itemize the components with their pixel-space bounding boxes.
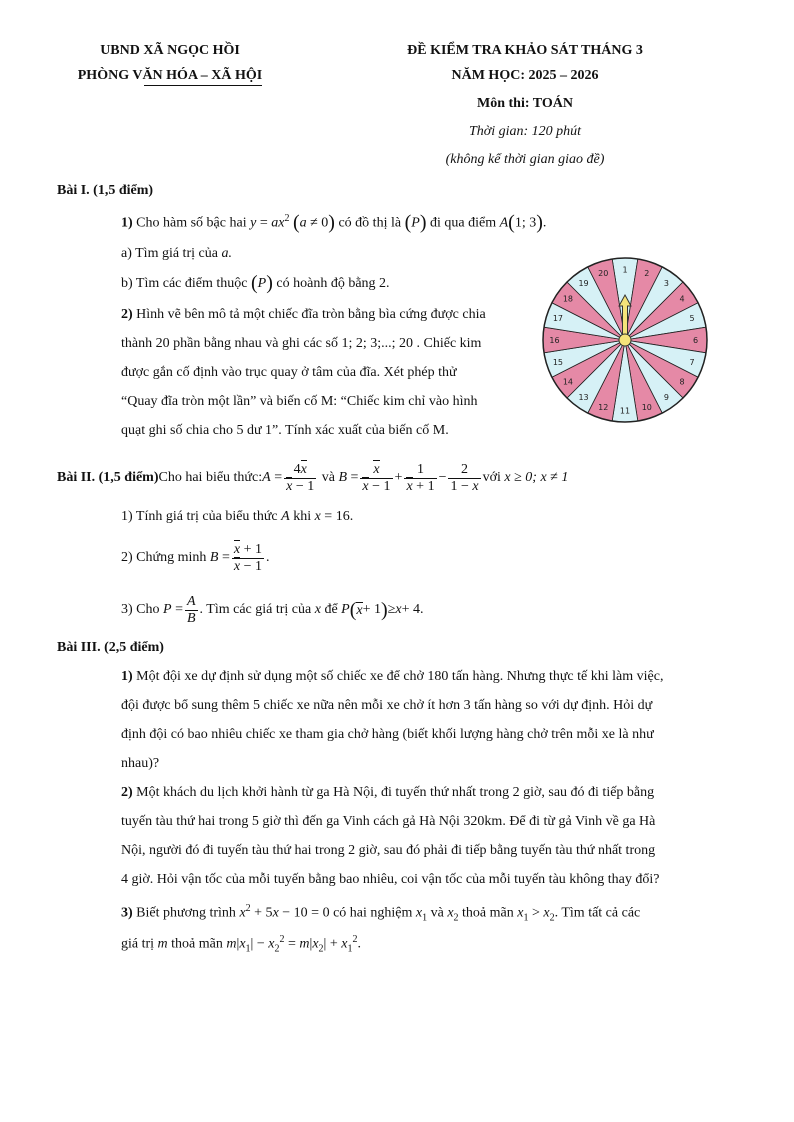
wheel-number-label: 8 xyxy=(679,377,685,387)
bai2-q2: 2) Chứng minh B = $\frac{x + 1}{x - 1}$ . xyxy=(121,541,270,574)
fraction-B3: $\frac{2}{1 - x}$ xyxy=(450,461,479,494)
exam-time-note: (không kể thời gian giao đề) xyxy=(445,152,605,167)
bai1-part2-line4: “Quay đĩa tròn một lần” và biến cố M: “Chiếc kim chỉ vào hình xyxy=(121,394,478,409)
text: . xyxy=(542,215,547,231)
bai3-p2-l1 xyxy=(121,786,654,800)
text: với xyxy=(482,470,501,485)
math-point: A xyxy=(499,215,509,231)
section-3-title: Bài III. (2,5 điểm) xyxy=(57,640,164,655)
bai3-p3-l1: 3) Biết phương trình $x^2 + 5x - 10 = 0$ có hai nghiệm $x_1$ và $x_2$ thoả mãn $x_1 > x_2$. Tìm tất cả các xyxy=(121,903,641,924)
text: và xyxy=(321,470,335,485)
wheel-number-label: 11 xyxy=(619,406,631,416)
fraction-B2: $\frac{1}{x + 1}$ xyxy=(406,461,435,494)
wheel-number-label: 18 xyxy=(562,294,574,304)
bai3-p3-l2: giá trị m thoả mãn $m|x_1| - x_2^2 = m|x_2| + x_1^2$. xyxy=(121,934,361,955)
wheel-number-label: 10 xyxy=(641,403,652,413)
part-number: 3) xyxy=(121,905,133,921)
text: Một đội xe dự định sử dụng một số chiếc xe để chở 180 tấn hàng. Nhưng thực tế khi làm việc, xyxy=(132,669,664,684)
wheel-number-label: 17 xyxy=(552,314,564,324)
text: Cho hàm số bậc hai xyxy=(132,215,251,231)
department-name: PHÒNG VĂN HÓA – XÃ HỘI xyxy=(77,68,263,83)
bai3-p2-l3: Nội, người đó đi tuyến tàu thứ hai trong 2 giờ, sau đó phải đi tiếp bằng tuyến tàu thứ nhất trong xyxy=(121,843,656,858)
text: 1) Tính giá trị của biểu thức xyxy=(121,509,282,524)
wheel-number-label: 16 xyxy=(549,336,560,345)
exam-time: Thời gian: 120 phút xyxy=(468,124,582,139)
part-number: 2) xyxy=(121,307,133,322)
wheel-number-label: 20 xyxy=(598,268,609,278)
wheel-number-label: 13 xyxy=(578,393,589,403)
wheel-number-label: 5 xyxy=(689,314,695,324)
bai1-part2-line3: được gắn cố định vào trục quay ở tâm của đĩa. Xét phép thử xyxy=(121,365,457,380)
bai3-p2-l2: tuyến tàu thứ hai trong 5 giờ thì đến ga Vinh cách gả Hà Nội 320km. Để đi từ gả Vinh về ga Hà xyxy=(121,814,656,829)
wheel-number-label: 15 xyxy=(552,357,564,367)
part-number: 1) xyxy=(121,215,133,231)
wheel-number-label: 12 xyxy=(598,403,609,413)
section-2-title: Bài II. (1,5 điểm) xyxy=(57,470,159,485)
math-sequence: 1; 2; 3;...; 20 xyxy=(341,336,414,351)
text: có đồ thị là xyxy=(334,215,405,231)
text: giá trị xyxy=(121,936,158,952)
bai1-question-a xyxy=(121,247,232,261)
bai2-q3: 3) Cho P = $\frac{A}{B}$ . Tìm các giá trị của x để P ( x + 1 ) ≥ x + 4. xyxy=(121,593,424,626)
text: thành 20 phần bằng nhau và ghi các số xyxy=(121,336,342,351)
header-underline xyxy=(144,85,262,86)
bai1-part1: 1) Cho hàm số bậc hai $y = ax^2$ (a ≠ 0) có đồ thị là (P) đi qua điểm A(1; 3). xyxy=(121,211,547,234)
text: đi qua điểm xyxy=(426,215,500,231)
math-condition: x ≥ 0; x ≠ 1 xyxy=(504,470,569,485)
bai3-p1-l4: nhau)? xyxy=(121,756,160,771)
math-function: y xyxy=(250,215,257,231)
wheel-hub xyxy=(619,334,631,346)
text: và xyxy=(427,905,448,921)
section-1-title: Bài I. (1,5 điểm) xyxy=(57,183,154,198)
wheel-number-label: 3 xyxy=(663,278,669,288)
bai1-question-b: b) Tìm các điểm thuộc (P) có hoành độ bằng 2. xyxy=(121,272,390,294)
text: thoả mãn xyxy=(458,905,518,921)
wheel-number-label: 14 xyxy=(562,377,574,387)
bai1-part2-line5: quạt ghi số chia cho 5 dư 1”. Tính xác xuất của biến cố M. xyxy=(121,423,449,438)
fraction-B1: $\frac{x}{x - 1}$ xyxy=(362,461,391,494)
exam-subject: Môn thi: TOÁN xyxy=(477,96,573,111)
wheel-number-label: 9 xyxy=(663,393,669,403)
header-left-line1: UBND XÃ NGỌC HỒI xyxy=(100,43,240,58)
fraction-A: $\frac{4x}{x - 1}$ xyxy=(286,461,315,494)
wheel-number-label: 1 xyxy=(622,265,628,275)
text: . Tìm tất cả các xyxy=(554,905,641,921)
header-right-line1: ĐỀ KIỂM TRA KHẢO SÁT THÁNG 3 xyxy=(407,43,643,58)
wheel-number-label: 6 xyxy=(692,336,699,345)
bai2-q1: 1) Tính giá trị của biểu thức A khi x = 16. xyxy=(121,509,354,524)
text: 2) Chứng minh xyxy=(121,550,207,565)
part-number: 2) xyxy=(121,785,133,800)
fraction-P: $\frac{A}{B}$ xyxy=(186,593,196,626)
text: để xyxy=(324,602,338,617)
text: thoả mãn xyxy=(167,936,227,952)
text: b) Tìm các điểm thuộc xyxy=(121,276,251,291)
text: có hoành độ bằng 2. xyxy=(272,276,390,291)
text: có hai nghiệm xyxy=(329,905,416,921)
wheel-number-label: 19 xyxy=(578,278,589,288)
text: Một khách du lịch khởi hành từ ga Hà Nội, đi tuyến thứ nhất trong 2 giờ, sau đó đi tiếp bằng xyxy=(132,785,655,800)
text: a) Tìm giá trị của xyxy=(121,246,222,261)
wheel-number-label: 7 xyxy=(689,357,695,367)
wheel-number-label: 2 xyxy=(644,268,650,278)
text: khi xyxy=(289,509,315,524)
bai1-part2-line2 xyxy=(121,337,481,351)
header-left-line2 xyxy=(70,68,270,84)
text: 3) Cho xyxy=(121,602,160,617)
text: . xyxy=(349,509,354,524)
text: Cho hai biểu thức: xyxy=(158,470,263,485)
spinner-wheel xyxy=(540,255,710,425)
part-number: 1) xyxy=(121,669,133,684)
bai3-p1-l3: định đội có bao nhiêu chiếc xe tham gia chở hàng (biết khối lượng hàng chở trên mỗi xe là như xyxy=(121,727,654,742)
fraction-B-result: $\frac{x + 1}{x - 1}$ xyxy=(233,541,262,574)
bai1-part2-line1 xyxy=(121,308,486,322)
header-right-line2: NĂM HỌC: 2025 – 2026 xyxy=(451,68,599,83)
wheel-number-label: 4 xyxy=(679,294,685,304)
text: Biết phương trình xyxy=(132,905,240,921)
text: Hình vẽ bên mô tả một chiếc đĩa tròn bằng bìa cứng được chia xyxy=(132,307,486,322)
text: . Tìm các giá trị của xyxy=(199,602,312,617)
bai3-p1-l1 xyxy=(121,670,663,684)
bai2-intro: Bài II. (1,5 điểm) Cho hai biểu thức: A = $\frac{4x}{x - 1}$ và B = $\frac{x}{x - 1}$ + $\frac{1}{x + 1}$ − $\frac{2}{1 - x}$ với x ≥ 0; x ≠ 1 xyxy=(57,461,569,494)
text: . Chiếc kim xyxy=(413,336,482,351)
math-var: a. xyxy=(221,246,232,261)
bai3-p2-l4: 4 giờ. Hỏi vận tốc của mỗi tuyến bằng bao nhiêu, coi vận tốc của mỗi tuyến tàu không thay đổi? xyxy=(121,872,660,887)
bai3-p1-l2: đội được bổ sung thêm 5 chiếc xe nữa nên mỗi xe chở ít hơn 3 tấn hàng so với dự định. Hỏi dự xyxy=(121,698,653,713)
